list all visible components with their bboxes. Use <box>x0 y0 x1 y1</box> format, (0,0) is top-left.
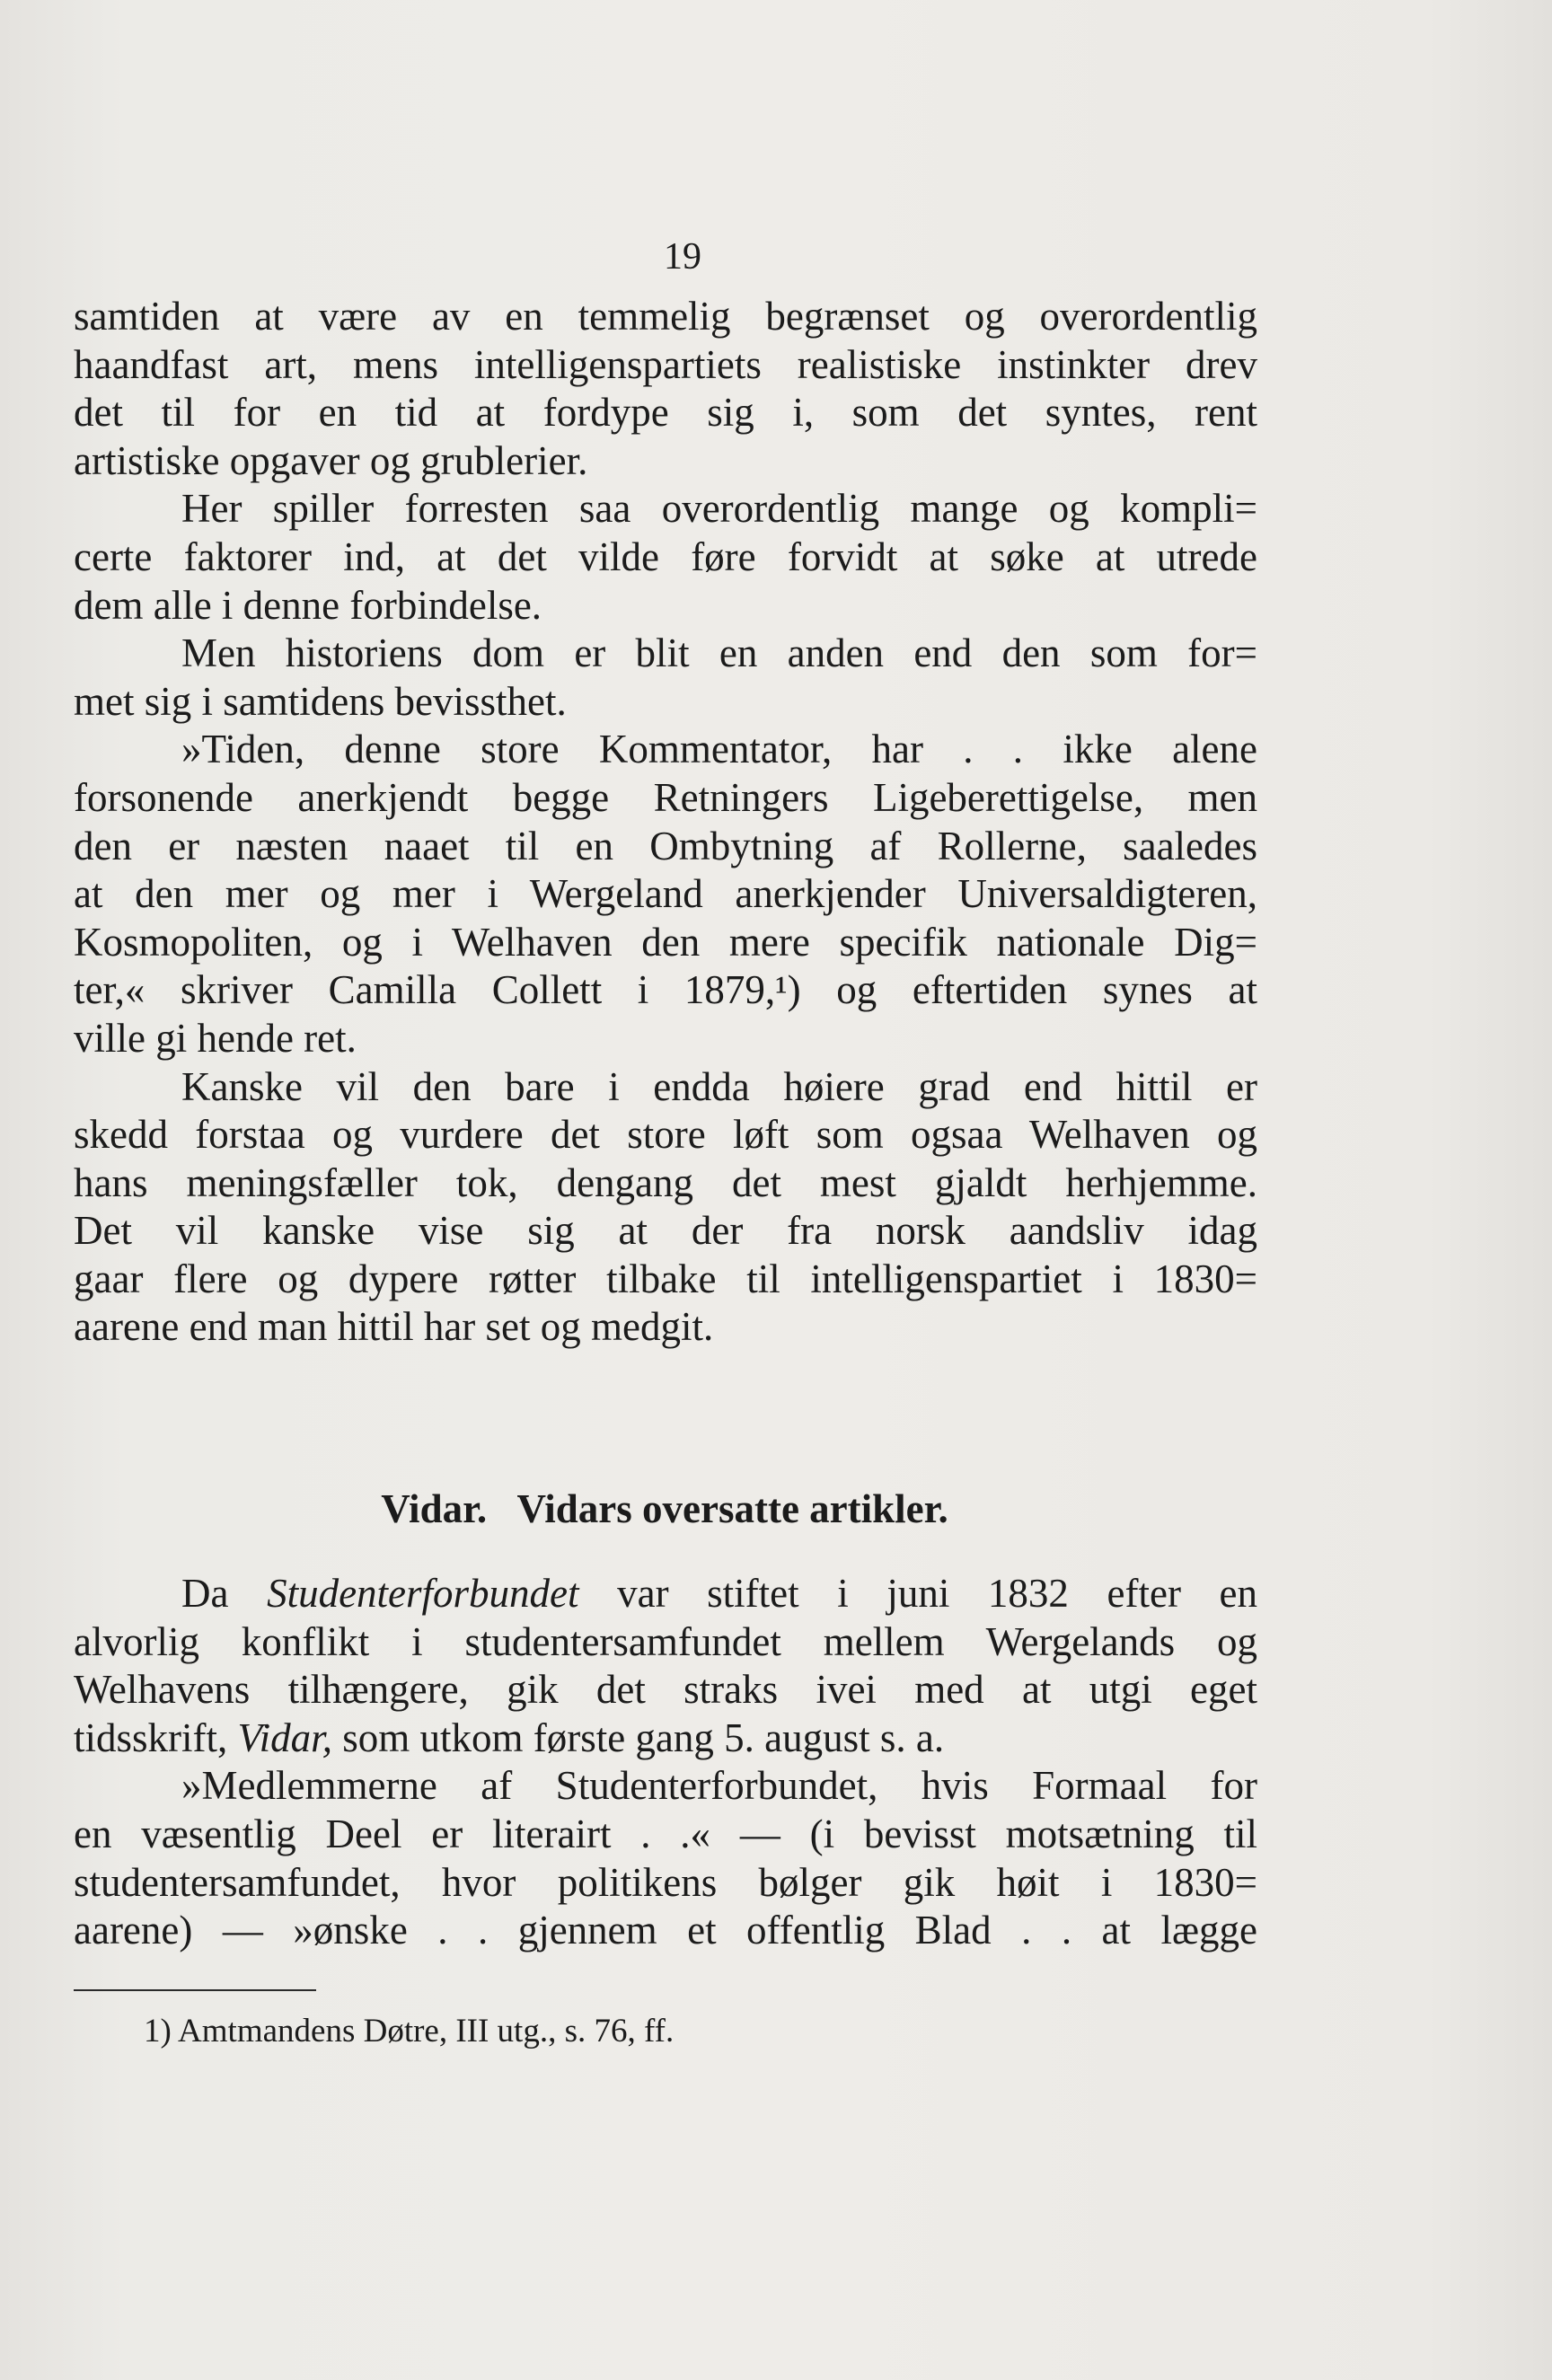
italic-title: Studenterforbundet <box>267 1571 579 1616</box>
footnote-text: Amtmandens Døtre, III utg., s. 76, ff. <box>178 2013 675 2049</box>
text-line: alvorlig konflikt i studentersamfundet mellem Wergelands og <box>74 1618 1257 1664</box>
footnote <box>144 2010 674 2053</box>
text-line: Da Studenterforbundet var stiftet i juni 1832 efter en <box>181 1571 1257 1616</box>
text-line: dem alle i denne forbindelse. <box>74 582 542 628</box>
text-line: ter,« skriver Camilla Collett i 1879,¹) og eftertiden synes at <box>74 967 1257 1013</box>
body-text-section-1 <box>74 293 1257 1352</box>
text-line: ville gi hende ret. <box>74 1015 357 1061</box>
text-line: samtiden at være av en temmelig begrænset og overordentlig <box>74 294 1257 339</box>
text-line: artistiske opgaver og grublerier. <box>74 437 588 483</box>
text-line: Kanske vil den bare i endda høiere grad end hittil er <box>181 1063 1257 1109</box>
heading-subtitle: Vidars oversatte artikler. <box>516 1486 948 1531</box>
text-line: hans meningsfæller tok, dengang det mest gjaldt herhjemme. <box>74 1159 1257 1205</box>
text-line: tidsskrift, Vidar, som utkom første gang 5. august s. a. <box>74 1714 945 1760</box>
text-line: studentersamfundet, hvor politikens bølger gik høit i 1830= <box>74 1859 1257 1905</box>
text-line: certe faktorer ind, at det vilde føre forvidt at søke at utrede <box>74 533 1257 579</box>
text-line: den er næsten naaet til en Ombytning af Rollerne, saaledes <box>74 823 1257 868</box>
body-text-section-2 <box>74 1570 1257 1955</box>
text-line: Det vil kanske vise sig at der fra norsk aandsliv idag <box>74 1208 1257 1254</box>
text-line: Her spiller forresten saa overordentlig mange og kompli= <box>181 486 1257 532</box>
text-line: »Tiden, denne store Kommentator, har . . ikke alene <box>181 727 1257 772</box>
italic-title: Vidar, <box>237 1714 332 1760</box>
text-line: Welhavens tilhængere, gik det straks ivei med at utgi eget <box>74 1667 1257 1713</box>
heading-title: Vidar. <box>381 1486 488 1531</box>
text-line: aarene end man hittil har set og medgit. <box>74 1304 714 1350</box>
text-line: forsonende anerkjendt begge Retningers Ligeberettigelse, men <box>74 774 1257 820</box>
page-number: 19 <box>664 236 701 278</box>
footnote-marker: 1) <box>144 2013 172 2049</box>
text-line: haandfast art, mens intelligenspartiets realistiske instinkter drev <box>74 341 1257 387</box>
text-line: at den mer og mer i Wergeland anerkjender Universaldigteren, <box>74 871 1257 917</box>
text-line: met sig i samtidens bevissthet. <box>74 678 567 724</box>
text-line: Men historiens dom er blit en anden end den som for= <box>181 630 1257 676</box>
section-heading <box>0 1482 1329 1536</box>
text-line: aarene) — »ønske . . gjennem et offentlig Blad . . at lægge <box>74 1908 1257 1953</box>
footnote-divider <box>74 1989 316 1991</box>
text-line: en væsentlig Deel er literairt . .« — (i bevisst motsætning til <box>74 1811 1257 1856</box>
text-line: »Medlemmerne af Studenterforbundet, hvis Formaal for <box>181 1763 1257 1809</box>
text-line: det til for en tid at fordype sig i, som det syntes, rent <box>74 390 1257 436</box>
text-line: gaar flere og dypere røtter tilbake til intelligenspartiet i 1830= <box>74 1256 1257 1301</box>
text-line: skedd forstaa og vurdere det store løft som ogsaa Welhaven og <box>74 1112 1257 1158</box>
text-line: Kosmopoliten, og i Welhaven den mere specifik nationale Dig= <box>74 919 1257 965</box>
